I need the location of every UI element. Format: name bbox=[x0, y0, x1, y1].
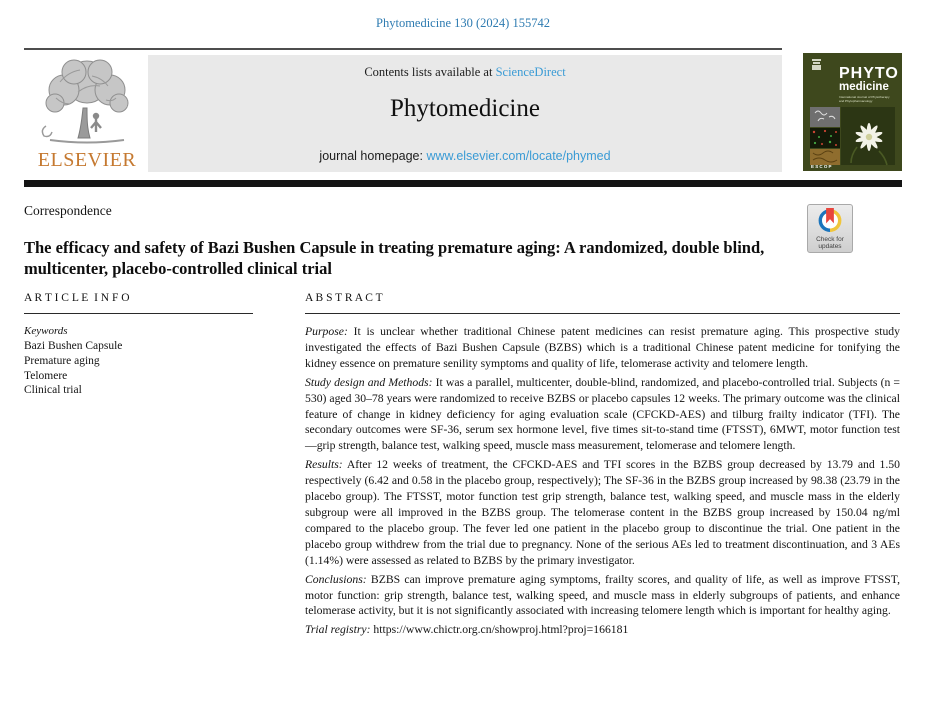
cover-title-line2: medicine bbox=[839, 81, 889, 93]
journal-title: Phytomedicine bbox=[390, 95, 540, 122]
paragraph-text: BZBS can improve premature aging symptoms, frailty scores, and quality of life, as well as improve FTSST, motor function: grip strength, balance test, walking speed, and muscle mass in elderly subgroups of patients, and enhance telomerase activity, but it is not significantly associated with increasing telomere length which is important for healthy aging. bbox=[305, 572, 900, 618]
cover-subtitle-line2: and Phytopharmacology bbox=[839, 99, 873, 103]
keyword-item: Clinical trial bbox=[24, 384, 82, 397]
abstract-paragraph-methods bbox=[305, 375, 900, 455]
paragraph-label: Results: bbox=[305, 458, 343, 472]
abstract-paragraph-conclusions bbox=[305, 572, 900, 620]
journal-header-banner bbox=[148, 55, 782, 172]
cover-footer: ESCOP bbox=[811, 164, 833, 169]
keyword-item: Telomere bbox=[24, 369, 68, 382]
keywords-list bbox=[24, 339, 122, 398]
paragraph-text: It is unclear whether traditional Chinese patent medicines can resist premature aging. This prospective study investigated the effects of Bazi Bushen Capsule (BZBS) which is a traditional Chinese patent medicine for tonifying the kidney essence on premature senility symptoms and quality of life, telomerase activity and telomere length. bbox=[305, 325, 900, 370]
top-rule bbox=[24, 48, 782, 50]
homepage-link[interactable]: www.elsevier.com/locate/phymed bbox=[426, 149, 611, 163]
journal-reference-link[interactable]: Phytomedicine 130 (2024) 155742 bbox=[376, 16, 550, 30]
homepage-line bbox=[148, 149, 782, 163]
article-info-rule bbox=[24, 313, 253, 314]
keyword-item: Premature aging bbox=[24, 354, 100, 367]
check-updates-icon bbox=[816, 207, 844, 236]
paragraph-text: It was a parallel, multicenter, double-blind, randomized, and placebo-controlled trial. Subjects (n = 530) aged 30–78 years were randomized to receive BZBS or placebo capsules 12 weeks. The primary outcome was the clinical feature of change in kidney deficiency for aging evaluation scale (CFCKD-AES) and tilburg frailty indicator (TFI). The secondary outcomes were SF-36, serum sex hormone level, five times sit-to-stand time (FTSST), 6MWT, motor function test—grip strength, balance test, walking speed, muscle mass measurement, telomerase and telomere length. bbox=[305, 375, 901, 453]
article-info-heading: A R T I C L E I N F O bbox=[24, 292, 130, 304]
header-divider-bar bbox=[24, 180, 902, 187]
elsevier-logo bbox=[26, 56, 148, 172]
keyword-item: Bazi Bushen Capsule bbox=[24, 340, 123, 352]
trial-registry-url[interactable]: https://www.chictr.org.cn/showproj.html?proj=166181 bbox=[373, 623, 629, 637]
keywords-label: Keywords bbox=[24, 325, 68, 337]
abstract-paragraph-results bbox=[305, 457, 900, 568]
journal-cover bbox=[803, 53, 902, 171]
paragraph-label: Conclusions: bbox=[305, 572, 367, 586]
check-for-updates-badge[interactable] bbox=[807, 204, 853, 253]
paragraph-label: Trial registry: bbox=[305, 623, 371, 637]
elsevier-tree-icon bbox=[26, 56, 148, 150]
contents-prefix: Contents lists available at bbox=[364, 65, 496, 79]
paragraph-label: Study design and Methods: bbox=[305, 375, 433, 389]
abstract-body bbox=[305, 324, 900, 641]
paragraph-text: After 12 weeks of treatment, the CFCKD-AES and TFI scores in the BZBS group decreased by 13.79 and 1.50 respectively (6.42 and 0.58 in the placebo group, respectively); The SF-36 in the BZBS group increased by 98.38 (23.79 in the placebo group). The FTSST, motor function test grip strength, balance test, walking speed, and muscle mass in the elderly subgroup were all improved in the BZBS group. The telomerase content in the BZBS group increased by 150.04 ng/ml compared to the placebo group. The fever led one patient in the placebo group to discontinue the trial. One patient in the placebo group withdrew from the trial due to pregnancy. None of the serious AEs led to treatment discontinuation, and 3 AEs (1.14%) were assessed as related to BZBS by the primary investigator. bbox=[305, 458, 900, 567]
article-title: The efficacy and safety of Bazi Bushen Capsule in treating premature aging: A randomized, double blind, multicenter, placebo-controlled clinical trial bbox=[24, 238, 765, 278]
contents-line bbox=[148, 65, 782, 80]
cover-subtitle-line1: International Journal of Phytotherapy bbox=[839, 95, 890, 99]
homepage-prefix: journal homepage: bbox=[319, 149, 427, 163]
abstract-heading: A B S T R A C T bbox=[305, 292, 383, 304]
cover-title-line1: PHYTO bbox=[839, 65, 899, 82]
elsevier-wordmark: ELSEVIER bbox=[37, 149, 137, 171]
abstract-rule bbox=[305, 313, 900, 314]
abstract-paragraph-purpose bbox=[305, 324, 900, 372]
paragraph-label: Purpose: bbox=[305, 325, 348, 338]
sciencedirect-link[interactable]: ScienceDirect bbox=[495, 65, 566, 79]
section-kicker: Correspondence bbox=[24, 203, 112, 218]
abstract-paragraph-registry bbox=[305, 622, 900, 638]
check-badge-label: Check for updates bbox=[816, 236, 844, 250]
